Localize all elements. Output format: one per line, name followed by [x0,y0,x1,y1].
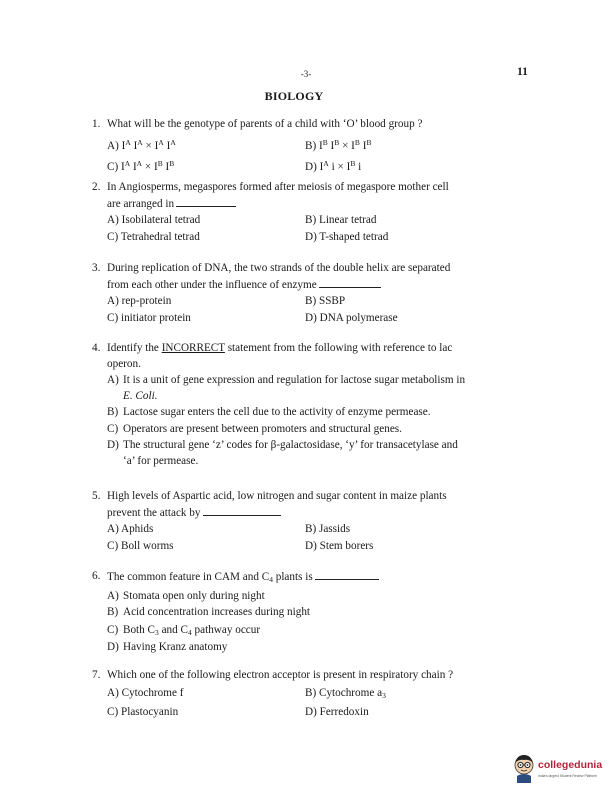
option-b: B) Cytochrome $a_3$ [305,686,386,700]
question-number: 6. [92,570,101,582]
question-text: What will be the genotype of parents of a child with ‘O’ blood group ? [107,118,423,130]
option-a: A) Aphids [107,523,154,535]
question-number: 5. [92,490,101,502]
option-c: C) Plastocyanin [107,705,179,718]
option-b: B) Linear tetrad [305,214,377,226]
option-a: A) Isobilateral tetrad [107,214,201,226]
option-d: D) $I^A$ $i \times I^B$ i [305,158,362,173]
option-d: D) The structural gene ‘z’ codes for β-galactosidase, ‘y’ for transacetylase and ‘a’ for permease. [107,439,458,467]
option-d: D) Ferredoxin [305,705,369,718]
option-b: B) Jassids [305,523,351,535]
option-c: C) $I^A$ $I^A \times I^B$ $I^B$ [107,158,175,173]
option-c: C) Boll worms [107,540,174,552]
answer-blank [319,277,381,288]
option-d: D) Stem borers [305,540,374,552]
option-a: A) rep-protein [107,295,172,307]
answer-blank [203,505,281,516]
collegedunia-logo [512,753,612,787]
subject-title: BIOLOGY [264,89,324,103]
option-b: B) SSBP [305,295,346,307]
question-text: High levels of Aspartic acid, low nitrogen and sugar content in maize plants [107,490,447,502]
question-7 [92,668,537,721]
question-4 [92,341,537,469]
question-text-2: are arranged in [107,197,175,210]
question-text: In Angiosperms, megaspores formed after meiosis of megaspore mother cell [107,181,449,193]
question-number: 1. [92,118,101,130]
option-b: B) Lactose sugar enters the cell due to the activity of enzyme permease. [107,406,431,418]
question-text: During replication of DNA, the two strands of the double helix are separated [107,262,451,274]
question-text: Identify the [107,342,159,354]
page-marker: -3- [300,69,312,79]
question-number: 2. [92,181,101,193]
emphasis-incorrect: INCORRECT [161,342,225,354]
option-a: A) Cytochrome f [107,686,184,699]
option-a: A) Stomata open only during night [107,589,265,602]
question-number: 7. [92,669,101,681]
logo-text: collegedunia [538,759,603,771]
option-d: D) T-shaped tetrad [305,231,389,243]
mascot-icon [512,753,536,783]
question-1 [92,117,537,176]
logo-tagline: India's largest Student Review Platform [538,774,598,778]
option-b: B) Acid concentration increases during night [107,606,311,618]
question-text-2: from each other under the influence of enzyme [107,278,317,291]
option-a: A) It is a unit of gene expression and regulation for lactose sugar metabolism in E. Coli. [107,374,466,402]
question-number: 3. [92,262,101,274]
question-2 [92,180,537,246]
question-number: 4. [92,342,101,354]
page-number: 11 [517,66,528,78]
option-b: B) $I^B$ $I^B \times I^B$ $I^B$ [305,137,372,152]
option-c: C) initiator protein [107,312,191,324]
option-c: C) Tetrahedral tetrad [107,231,200,243]
option-c: C) Both $C_3$ and $C_4$ pathway occur [107,623,261,637]
option-d: D) DNA polymerase [305,312,398,324]
option-a: A) $I^A$ $I^A \times I^A$ $I^A$ [107,137,176,152]
question-text-rest: statement from the following with reference to lac [227,342,453,354]
question-text: The common feature in CAM and $C_4$ plants is [107,571,313,584]
question-3 [92,261,537,327]
answer-blank [176,196,236,207]
question-text-2: prevent the attack by [107,506,201,519]
option-d: D) Having Kranz anatomy [107,641,228,653]
answer-blank [315,569,379,580]
question-text-2: operon. [107,357,141,370]
option-c: C) Operators are present between promoters and structural genes. [107,422,402,435]
question-6 [92,569,537,656]
question-text: Which one of the following electron acceptor is present in respiratory chain ? [107,669,454,681]
question-5 [92,489,537,555]
